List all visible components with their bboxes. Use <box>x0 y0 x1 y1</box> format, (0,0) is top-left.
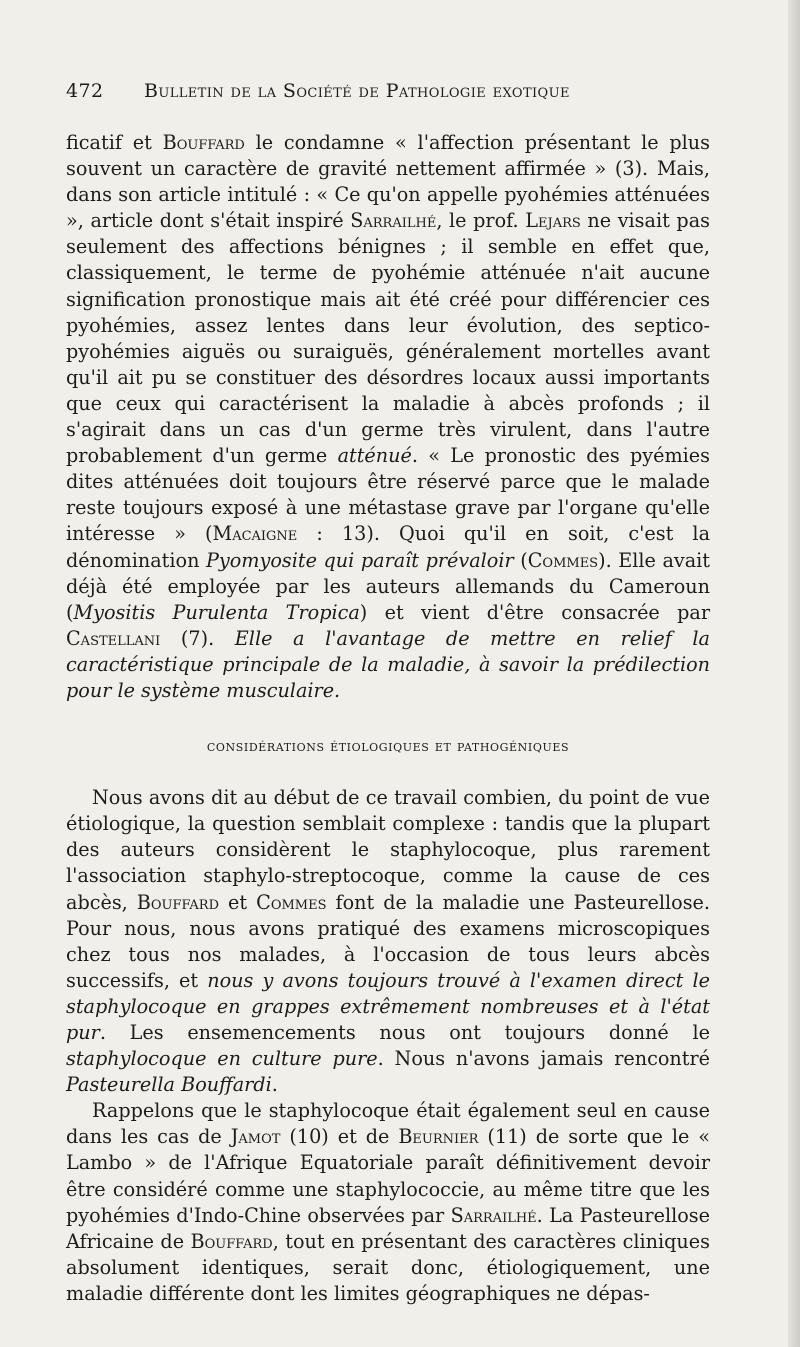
paragraph-3 <box>66 1098 710 1307</box>
author-name: Bouffard <box>136 890 220 914</box>
text-run: Nous avons dit au début de ce travail combien, du point de vue étiologique, la question semblait complexe : tandis que la plupart des auteurs considèrent le staphylocoque, plus rarement l'association staphylo-streptocoque, comme la cause de ces abcès, <box>66 786 710 914</box>
italic-text: Pasteurella Bouffardi <box>66 1073 272 1097</box>
italic-text: Myositis Purulenta Tropica <box>73 600 360 624</box>
paragraph-2 <box>66 785 710 1098</box>
author-name: Macaigne <box>212 522 298 546</box>
text-run: : 13). Quoi qu'il en soit, c'est la dénomination <box>66 522 711 572</box>
text-run: Rappelons que le staphylocoque était également seul en cause dans les cas de <box>66 1099 710 1149</box>
author-name: Bouffard <box>190 1229 273 1253</box>
running-title: Bulletin de la Société de Pathologie exotique <box>144 80 570 102</box>
author-name: Sarrailhé <box>450 1203 537 1227</box>
author-name: Commes <box>256 890 327 914</box>
paragraph-1 <box>66 130 710 704</box>
text-run: ). Elle avait déjà été employée par les auteurs allemands du Cameroun ( <box>66 548 711 624</box>
text-run: . <box>271 1073 278 1097</box>
italic-text: Pyomyosite qui paraît prévaloir <box>206 548 514 572</box>
author-name: Beurnier <box>398 1125 479 1149</box>
body-text <box>66 130 710 1307</box>
author-name: Commes <box>527 548 599 572</box>
author-name: Sarrailhé <box>350 209 437 233</box>
text-run: ficatif et <box>66 131 163 154</box>
page-edge <box>788 0 800 1347</box>
text-run: . Nous n'avons jamais rencontré <box>377 1047 710 1071</box>
text-run: (11) de sorte que le « Lambo » de l'Afrique Equatoriale paraît définitivement devoir être considéré comme une staphylococcie, au même titre que les pyohémies d'Indo-Chine observées par <box>66 1125 710 1227</box>
text-run: le condamne « l'affection présentant le plus souvent un caractère de gravité nettement affirmée » (3). Mais, dans son article intitulé : « Ce qu'on appelle pyohémies atténuées », article dont s'était inspiré <box>66 131 710 233</box>
page-number: 472 <box>66 80 104 102</box>
author-name: Jamot <box>230 1125 281 1149</box>
text-run: , tout en présentant des caractères cliniques absolument identiques, serait donc, étiologiquement, une maladie différente dont les limites géographiques ne dépas- <box>66 1229 710 1305</box>
text-run: ) et vient d'être consacrée par <box>359 600 710 624</box>
page-header <box>66 80 726 102</box>
text-run: . « Le pronostic des pyémies dites atténuées doit toujours être réservé parce que le malade reste toujours exposé à une métastase grave par l'organe qu'elle intéresse » ( <box>66 444 710 546</box>
section-heading: considérations étiologiques et pathogéniques <box>206 737 570 756</box>
text-run: . Les ensemencements nous ont toujours donné le <box>99 1021 710 1044</box>
italic-text: staphylocoque en culture pure <box>66 1047 378 1071</box>
text-run: (10) et de <box>280 1125 399 1149</box>
text-run: ( <box>513 548 528 572</box>
text-run: . La Pasteurellose Africaine de <box>66 1203 710 1253</box>
text-run: (7). <box>160 626 235 650</box>
author-name: Bouffard <box>162 131 245 154</box>
text-run: font de la maladie une Pasteurellose. Pour nous, nous avons pratiqué des examens microscopiques chez tous nos malades, à l'occasion de tous leurs abcès successifs, et <box>66 890 711 992</box>
italic-text: Elle a l'avantage de mettre en relief la caractéristique principale de la maladie, à savoir la prédilection pour le système musculaire. <box>66 626 710 702</box>
text-run: ne visait pas seulement des affections bénignes ; il semble en effet que, classiquement, le terme de pyohémie atténuée n'ait aucune signification pronostique mais ait été créé pour différencier ces pyohémies, assez lentes dans leur évolution, des septico-pyohémies aiguës ou suraiguës, généralement mortelles avant qu'il ait pu se constituer des désordres locaux aussi importants que ceux qui caractérisent la maladie à abcès profonds ; il s'agirait dans un cas d'un germe très virulent, dans l'autre probablement d'un germe <box>66 209 710 468</box>
text-run: et <box>219 890 257 914</box>
italic-text: atténué <box>337 444 412 468</box>
text-run: , le prof. <box>436 209 526 233</box>
author-name: Castellani <box>66 626 161 650</box>
italic-text: nous y avons toujours trouvé à l'examen direct le staphylocoque en grappes extrêmement nombreuses et à l'état pur <box>66 968 710 1044</box>
author-name: Lejars <box>525 209 581 233</box>
